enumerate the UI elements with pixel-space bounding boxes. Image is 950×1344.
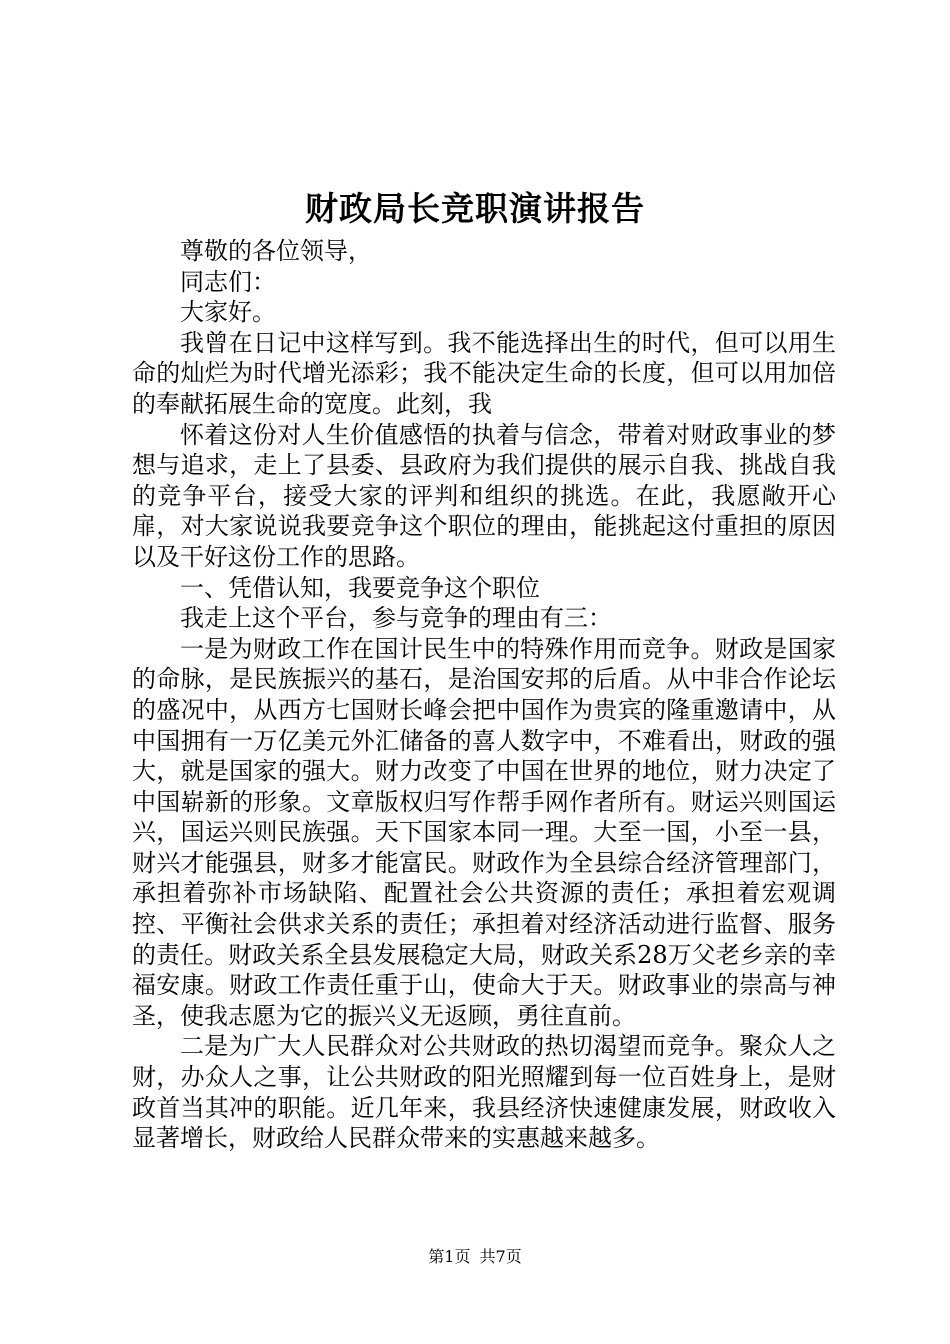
paragraph-belief: 怀着这份对人生价值感悟的执着与信念，带着对财政事业的梦想与追求，走上了县委、县政府为我们提供的展示自我、挑战自我的竞争平台，接受大家的评判和组织的挑选。在此，我愿敞开心扉，对大家说说我要竞争这个职位的理由，能挑起这付重担的原因以及干好这份工作的思路。 (132, 420, 836, 571)
paragraph-reasons-intro: 我走上这个平台，参与竞争的理由有三： (180, 604, 612, 633)
paragraph-reason-2: 二是为广大人民群众对公共财政的热切渴望而竞争。聚众人之财，办众人之事，让公共财政的阳光照耀到每一位百姓身上，是财政首当其冲的职能。近几年来，我县经济快速健康发展，财政收入显著增长，财政给人民群众带来的实惠越来越多。 (132, 1032, 836, 1153)
paragraph-salutation: 尊敬的各位领导， (180, 237, 372, 265)
page-number: 第1页 (428, 1247, 471, 1266)
page-footer (0, 1246, 950, 1268)
paragraph-diary: 我曾在日记中这样写到。我不能选择出生的时代，但可以用生命的灿烂为时代增光添彩；我不能决定生命的长度，但可以用加倍的奉献拓展生命的宽度。此刻，我 (132, 328, 836, 418)
page-total: 共7页 (479, 1247, 522, 1266)
paragraph-reason-1: 一是为财政工作在国计民生中的特殊作用而竞争。财政是国家的命脉，是民族振兴的基石，是治国安邦的后盾。从中非合作论坛的盛况中，从西方七国财长峰会把中国作为贵宾的隆重邀请中，从中国拥有一万亿美元外汇储备的喜人数字中，不难看出，财政的强大，就是国家的强大。财力改变了中国在世界的地位，财力决定了中国崭新的形象。文章版权归写作帮手网作者所有。财运兴则国运兴，国运兴则民族强。天下国家本同一理。大至一国，小至一县，财兴才能强县，财多才能富民。财政作为全县综合经济管理部门，承担着弥补市场缺陷、配置社会公共资源的责任；承担着宏观调控、平衡社会供求关系的责任；承担着对经济活动进行监督、服务的责任。财政关系全县发展稳定大局，财政关系28万父老乡亲的幸福安康。财政工作责任重于山，使命大于天。财政事业的崇高与神圣，使我志愿为它的振兴义无返顾，勇往直前。 (132, 634, 836, 1030)
paragraph-greeting: 大家好。 (180, 298, 276, 327)
document-title: 财政局长竞职演讲报告 (305, 189, 645, 228)
document-body (132, 236, 836, 1154)
paragraph-comrades: 同志们： (180, 267, 276, 296)
section-heading-1: 一、凭借认知，我要竞争这个职位 (180, 573, 540, 602)
